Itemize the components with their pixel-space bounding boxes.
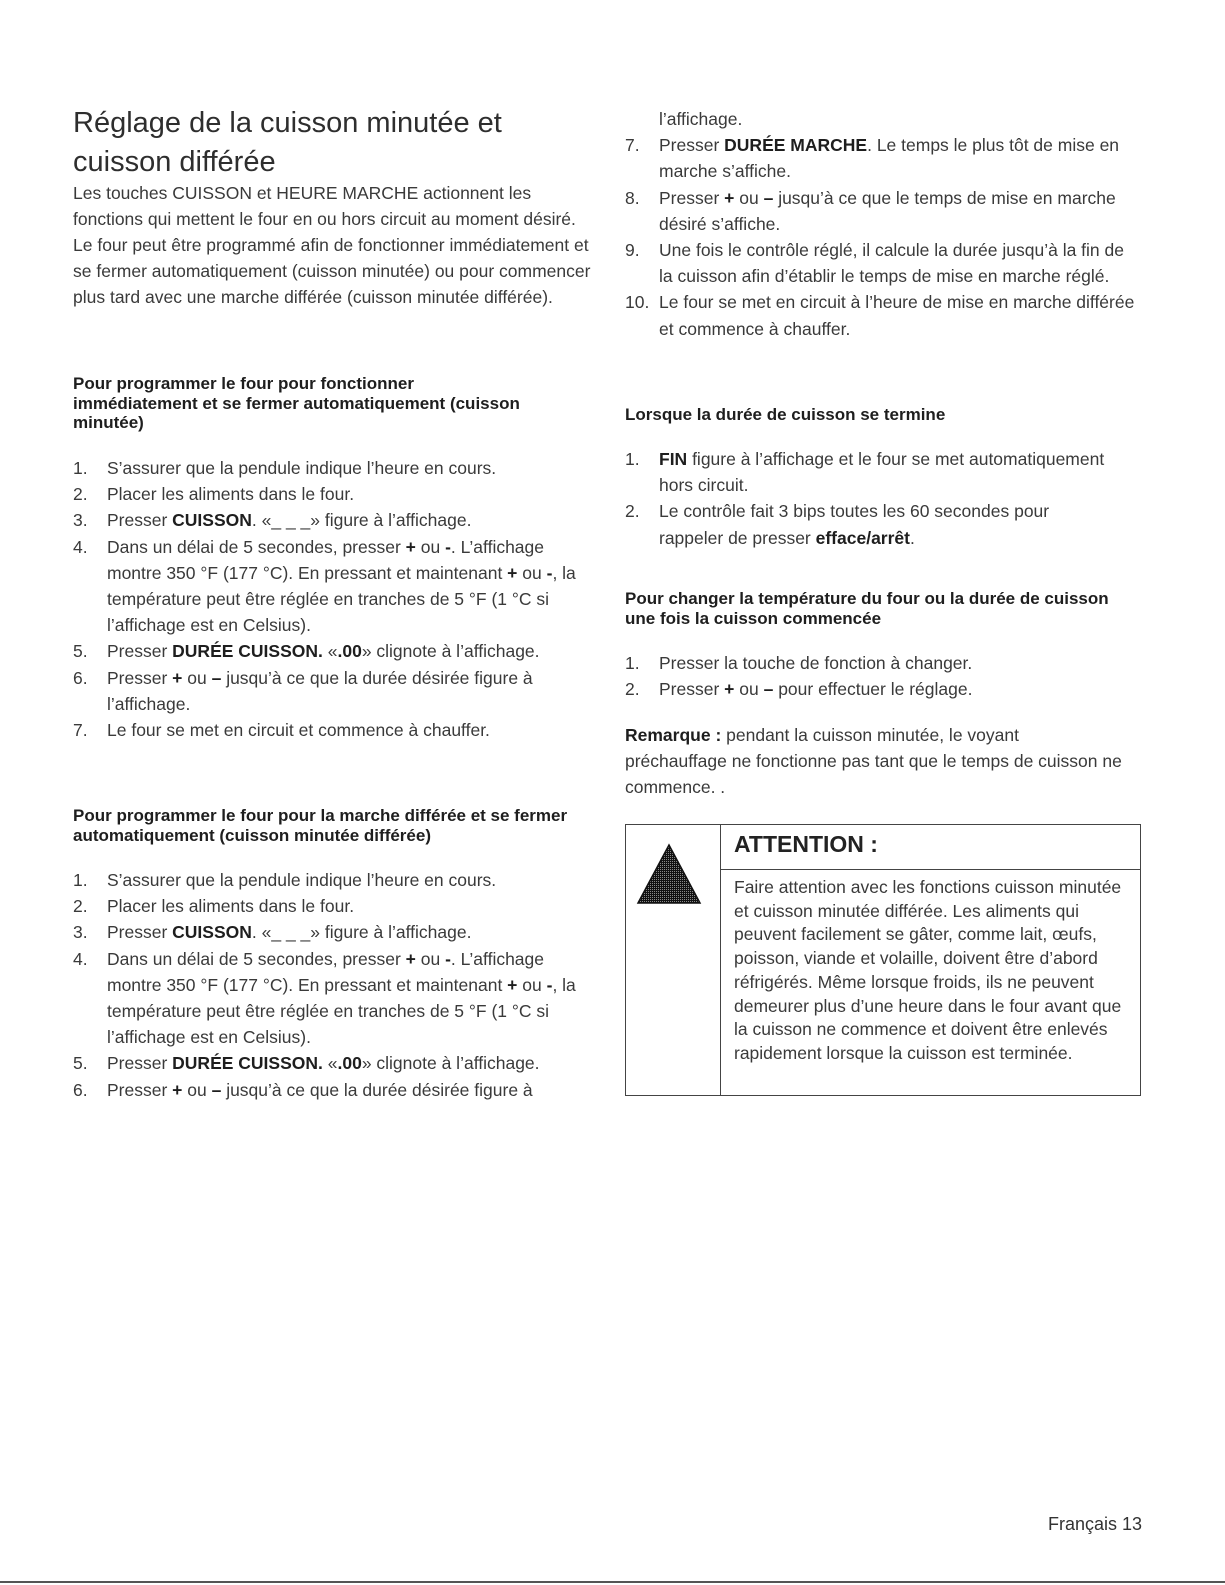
step-text: S’assurer que la pendule indique l’heure en cours. [107, 870, 497, 890]
caution-icon-cell [626, 825, 721, 1095]
list-item [625, 650, 1125, 676]
step-emphasis: efface/arrêt [815, 527, 910, 548]
note-text: pendant la cuisson minutée, le voyant préchauffage ne fonctionne pas tant que le temps de cuisson ne commence. . [625, 725, 1122, 797]
step-text: l’affichage. [659, 109, 743, 129]
note-label: Remarque : [625, 725, 722, 745]
caution-title: ATTENTION : [734, 831, 878, 857]
list-item [73, 481, 593, 507]
step-number: 5. [73, 641, 88, 662]
note-paragraph [625, 722, 1125, 800]
step-number: 1. [625, 653, 640, 673]
steps-list-minute-cooking [73, 455, 593, 743]
step-emphasis: .00 [337, 641, 362, 662]
step-text: FIN figure à l’affichage et le four se met automatiquement hors circuit. [659, 449, 1105, 496]
list-item [625, 185, 1135, 237]
step-text: Presser + ou – jusqu’à ce que la durée désirée figure à [107, 1079, 533, 1100]
list-item [73, 717, 593, 743]
steps-list-delayed-cooking-continued [625, 106, 1135, 342]
step-text: Presser la touche de fonction à changer. [659, 653, 973, 673]
step-emphasis: + [405, 536, 416, 557]
step-number: 3. [73, 922, 88, 943]
step-text: Le four se met en circuit et commence à chauffer. [107, 720, 490, 741]
warning-triangle-icon [636, 843, 702, 905]
list-item [625, 289, 1135, 341]
list-item [73, 919, 593, 945]
list-item [73, 946, 593, 1051]
list-item [625, 106, 1135, 132]
list-item [73, 867, 593, 893]
intro-paragraph: Les touches CUISSON et HEURE MARCHE actionnent les fonctions qui mettent le four en ou hors circuit au moment désiré. Le four peut être programmé afin de fonctionner immédiatement et se fermer automatiquement (cuisson minutée) ou pour commencer plus tard avec une marche différée (cuisson minutée différée). [73, 183, 591, 307]
step-emphasis: – [763, 679, 774, 700]
step-text: Placer les aliments dans le four. [107, 484, 355, 505]
step-emphasis: – [211, 667, 222, 688]
step-emphasis: – [211, 1079, 222, 1100]
step-emphasis: CUISSON [172, 922, 252, 943]
list-item [73, 893, 593, 919]
step-emphasis: + [507, 974, 518, 995]
step-text: Presser CUISSON. «_ _ _» figure à l’affichage. [107, 922, 472, 943]
step-text: Le contrôle fait 3 bips toutes les 60 secondes pour rappeler de presser efface/arrêt. [659, 501, 1050, 548]
step-number: 5. [73, 1053, 88, 1074]
step-emphasis: FIN [659, 449, 688, 469]
list-item [625, 498, 1115, 550]
step-number: 6. [73, 1079, 88, 1100]
step-text: Presser + ou – pour effectuer le réglage. [659, 679, 973, 700]
section-heading-delayed-cooking: Pour programmer le four pour la marche différée et se fermer automatiquement (cuisson minutée différée) [73, 806, 568, 845]
step-number: 8. [625, 187, 640, 208]
step-number: 4. [73, 536, 88, 557]
step-number: 2. [73, 896, 88, 917]
step-number: 4. [73, 948, 88, 969]
step-text: S’assurer que la pendule indique l’heure en cours. [107, 458, 497, 478]
step-emphasis: - [546, 562, 553, 583]
steps-list-change-settings [625, 650, 1125, 702]
step-number: 2. [73, 484, 88, 505]
step-emphasis: + [405, 948, 416, 969]
list-item [625, 676, 1125, 702]
step-emphasis: - [445, 948, 451, 969]
caution-text: Faire attention avec les fonctions cuisson minutée et cuisson minutée différée. Les aliments qui peuvent facilement se gâter, comme lait, œufs, poisson, viande et volaille, doivent être d’abord réfrigérés. Même lorsque froids, ils ne peuvent demeurer plus d’une heure dans le four avant que la cuisson ne commence et doivent être enlevés rapidement lorsque la cuisson est terminée. [734, 877, 1122, 1063]
step-number: 2. [625, 501, 640, 522]
page-footer: Français 13 [1047, 1514, 1142, 1534]
bottom-divider [0, 1581, 1225, 1583]
page-title: Réglage de la cuisson minutée et cuisson différée [73, 107, 502, 178]
step-emphasis: + [172, 667, 183, 688]
step-text: Dans un délai de 5 secondes, presser + ou -. L’affichage montre 350 °F (177 °C). En pressant et maintenant + ou -, la température peut être réglée en tranches de 5 °F (1 °C si l’affichage est en Celsius). [107, 948, 576, 1048]
caution-title-bar [721, 825, 1140, 870]
step-text: Presser DURÉE MARCHE. Le temps le plus tôt de mise en marche s’affiche. [659, 135, 1120, 182]
step-text: Le four se met en circuit à l’heure de mise en marche différée et commence à chauffer. [659, 292, 1135, 339]
step-emphasis: - [546, 974, 553, 995]
list-item [625, 446, 1115, 498]
step-emphasis: + [172, 1079, 183, 1100]
section-heading-minute-cooking: Pour programmer le four pour fonctionner immédiatement et se fermer automatiquement (cuisson minutée) [73, 374, 520, 432]
step-text: Presser DURÉE CUISSON. «.00» clignote à l’affichage. [107, 641, 540, 662]
step-emphasis: CUISSON [172, 510, 252, 531]
step-text: Presser + ou – jusqu’à ce que la durée désirée figure à l’affichage. [107, 667, 533, 714]
step-number: 7. [73, 720, 88, 741]
list-item [73, 1077, 593, 1103]
step-emphasis: + [507, 562, 518, 583]
step-number: 1. [73, 870, 88, 890]
step-text: Presser CUISSON. «_ _ _» figure à l’affichage. [107, 510, 472, 531]
list-item [73, 638, 593, 664]
step-number: 1. [625, 449, 640, 469]
step-number: 1. [73, 458, 88, 478]
step-emphasis: DURÉE CUISSON. [172, 641, 323, 662]
section-heading-change-settings: Pour changer la température du four ou la durée de cuisson une fois la cuisson commencée [625, 589, 1109, 628]
step-emphasis: – [763, 187, 774, 208]
caution-box [625, 824, 1141, 1096]
list-item [73, 507, 593, 533]
step-number: 6. [73, 667, 88, 688]
step-text: Placer les aliments dans le four. [107, 896, 355, 917]
step-number: 3. [73, 510, 88, 531]
step-emphasis: .00 [337, 1053, 362, 1074]
step-number: 9. [625, 240, 640, 261]
step-emphasis: + [724, 187, 735, 208]
step-number: 2. [625, 679, 640, 700]
list-item [73, 1050, 593, 1076]
step-emphasis: - [445, 536, 451, 557]
list-item [625, 132, 1135, 184]
list-item [73, 534, 593, 639]
steps-list-cooking-ends [625, 446, 1115, 551]
step-emphasis: DURÉE CUISSON. [172, 1053, 323, 1074]
list-item [73, 665, 593, 717]
step-emphasis: + [724, 679, 735, 700]
step-text: Presser DURÉE CUISSON. «.00» clignote à l’affichage. [107, 1053, 540, 1074]
step-text: Presser + ou – jusqu’à ce que le temps de mise en marche désiré s’affiche. [659, 187, 1116, 234]
step-number: 7. [625, 135, 640, 156]
step-emphasis: DURÉE MARCHE [724, 135, 868, 156]
step-text: Dans un délai de 5 secondes, presser + ou -. L’affichage montre 350 °F (177 °C). En pressant et maintenant + ou -, la température peut être réglée en tranches de 5 °F (1 °C si l’affichage est en Celsius). [107, 536, 576, 636]
section-heading-cooking-ends: Lorsque la durée de cuisson se termine [625, 405, 946, 424]
step-number: 10. [625, 292, 650, 313]
list-item [73, 455, 593, 481]
steps-list-delayed-cooking [73, 867, 593, 1103]
list-item [625, 237, 1135, 289]
step-text: Une fois le contrôle réglé, il calcule la durée jusqu’à la fin de la cuisson afin d’établir le temps de mise en marche réglé. [659, 240, 1124, 287]
